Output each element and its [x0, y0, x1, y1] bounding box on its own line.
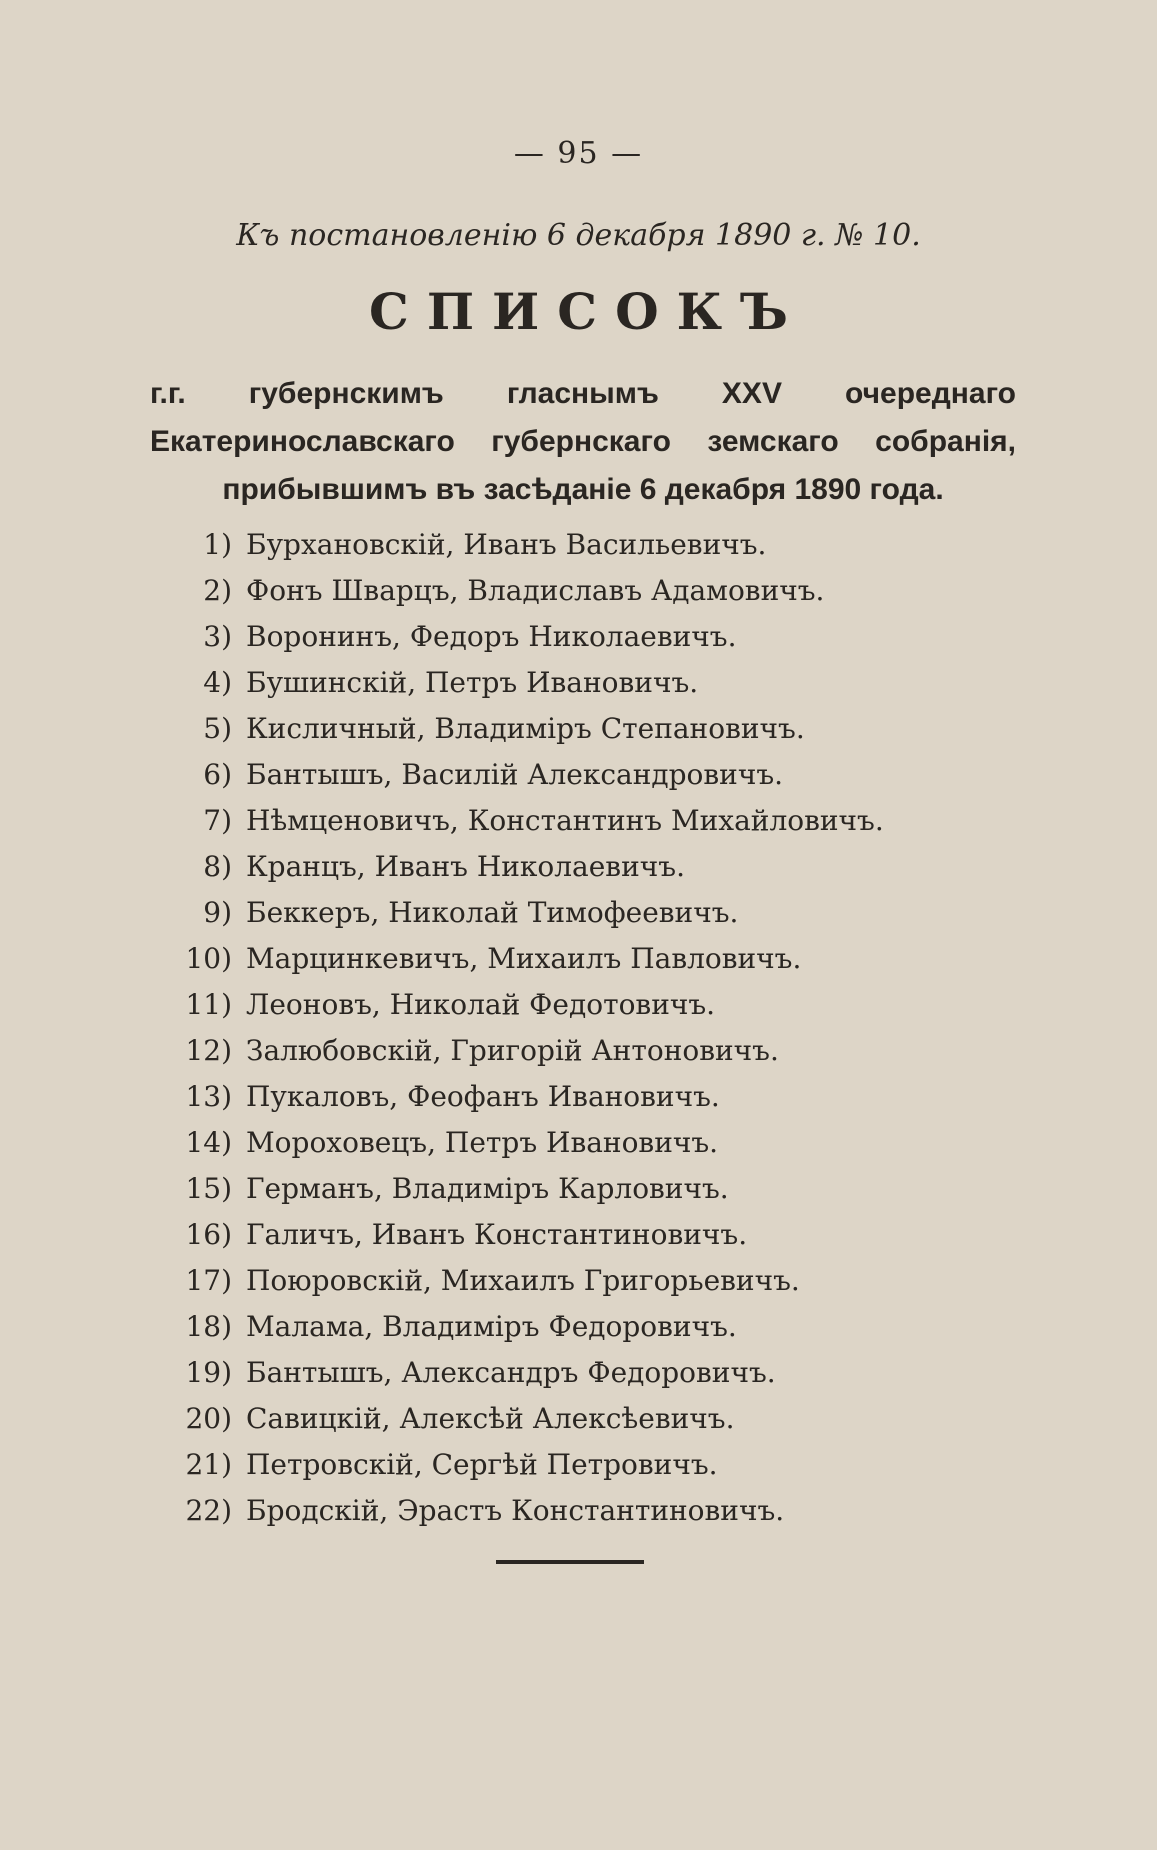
list-item	[0, 752, 1157, 798]
item-name: Фонъ Шварцъ, Владиславъ Адамовичъ.	[246, 574, 825, 607]
list-item	[0, 660, 1157, 706]
list-item	[0, 1212, 1157, 1258]
list-item	[0, 844, 1157, 890]
item-number: 6)	[203, 758, 232, 791]
item-name: Малама, Владиміръ Федоровичъ.	[246, 1310, 737, 1343]
list-item	[0, 1074, 1157, 1120]
list-item	[0, 982, 1157, 1028]
item-name: Беккеръ, Николай Тимофеевичъ.	[246, 896, 739, 929]
list-item	[0, 1442, 1157, 1488]
item-name: Бантышъ, Василій Александровичъ.	[246, 758, 784, 791]
item-number: 18)	[185, 1310, 232, 1343]
item-number: 5)	[203, 712, 232, 745]
item-number: 12)	[185, 1034, 232, 1067]
item-name: Бурхановскій, Иванъ Васильевичъ.	[246, 528, 767, 561]
document-title: СПИСОКЪ	[369, 282, 806, 341]
item-number: 4)	[203, 666, 232, 699]
item-number: 19)	[185, 1356, 232, 1389]
item-name: Кисличный, Владиміръ Степановичъ.	[246, 712, 805, 745]
item-number: 7)	[203, 804, 232, 837]
item-number: 1)	[203, 528, 232, 561]
item-name: Воронинъ, Федоръ Николаевичъ.	[246, 620, 737, 653]
item-name: Марцинкевичъ, Михаилъ Павловичъ.	[246, 942, 802, 975]
item-number: 16)	[185, 1218, 232, 1251]
list-item	[0, 706, 1157, 752]
item-number: 15)	[185, 1172, 232, 1205]
item-number: 8)	[203, 850, 232, 883]
item-number: 3)	[203, 620, 232, 653]
item-name: Бантышъ, Александръ Федоровичъ.	[246, 1356, 776, 1389]
list-item	[0, 1258, 1157, 1304]
item-number: 14)	[185, 1126, 232, 1159]
document-subtitle: г.г. губернскимъ гласнымъ XXV очереднаго Екатеринославскаго губернскаго земскаго собранія, прибывшимъ въ засѣданіе 6 декабря 1890 года.	[150, 377, 1016, 506]
list-item	[0, 798, 1157, 844]
item-number: 20)	[185, 1402, 232, 1435]
list-item	[0, 936, 1157, 982]
list-item	[0, 614, 1157, 660]
item-name: Германъ, Владиміръ Карловичъ.	[246, 1172, 729, 1205]
item-number: 17)	[185, 1264, 232, 1297]
item-name: Пукаловъ, Феофанъ Ивановичъ.	[246, 1080, 720, 1113]
resolution-reference: Къ постановленію 6 декабря 1890 г. № 10.	[236, 218, 921, 253]
item-name: Галичъ, Иванъ Константиновичъ.	[246, 1218, 748, 1251]
list-item	[0, 1488, 1157, 1534]
item-number: 21)	[185, 1448, 232, 1481]
list-item	[0, 568, 1157, 614]
item-name: Савицкій, Алексѣй Алексѣевичъ.	[246, 1402, 735, 1435]
item-name: Залюбовскій, Григорій Антоновичъ.	[246, 1034, 779, 1067]
item-name: Петровскій, Сергѣй Петровичъ.	[246, 1448, 718, 1481]
item-name: Бушинскій, Петръ Ивановичъ.	[246, 666, 699, 699]
list-item	[0, 890, 1157, 936]
list-item	[0, 1304, 1157, 1350]
closing-rule	[496, 1560, 644, 1564]
item-number: 22)	[185, 1494, 232, 1527]
deputies-list	[0, 522, 1157, 1534]
item-number: 10)	[185, 942, 232, 975]
item-name: Кранцъ, Иванъ Николаевичъ.	[246, 850, 685, 883]
list-item	[0, 522, 1157, 568]
list-item	[0, 1166, 1157, 1212]
item-name: Бродскій, Эрастъ Константиновичъ.	[246, 1494, 785, 1527]
item-number: 2)	[203, 574, 232, 607]
item-number: 11)	[185, 988, 232, 1021]
item-name: Нѣмценовичъ, Константинъ Михайловичъ.	[246, 804, 884, 837]
list-item	[0, 1120, 1157, 1166]
item-number: 13)	[185, 1080, 232, 1113]
page-number: — 95 —	[513, 136, 644, 171]
list-item	[0, 1350, 1157, 1396]
item-name: Мороховецъ, Петръ Ивановичъ.	[246, 1126, 719, 1159]
item-name: Поюровскій, Михаилъ Григорьевичъ.	[246, 1264, 800, 1297]
list-item	[0, 1028, 1157, 1074]
list-item	[0, 1396, 1157, 1442]
item-name: Леоновъ, Николай Федотовичъ.	[246, 988, 716, 1021]
item-number: 9)	[203, 896, 232, 929]
